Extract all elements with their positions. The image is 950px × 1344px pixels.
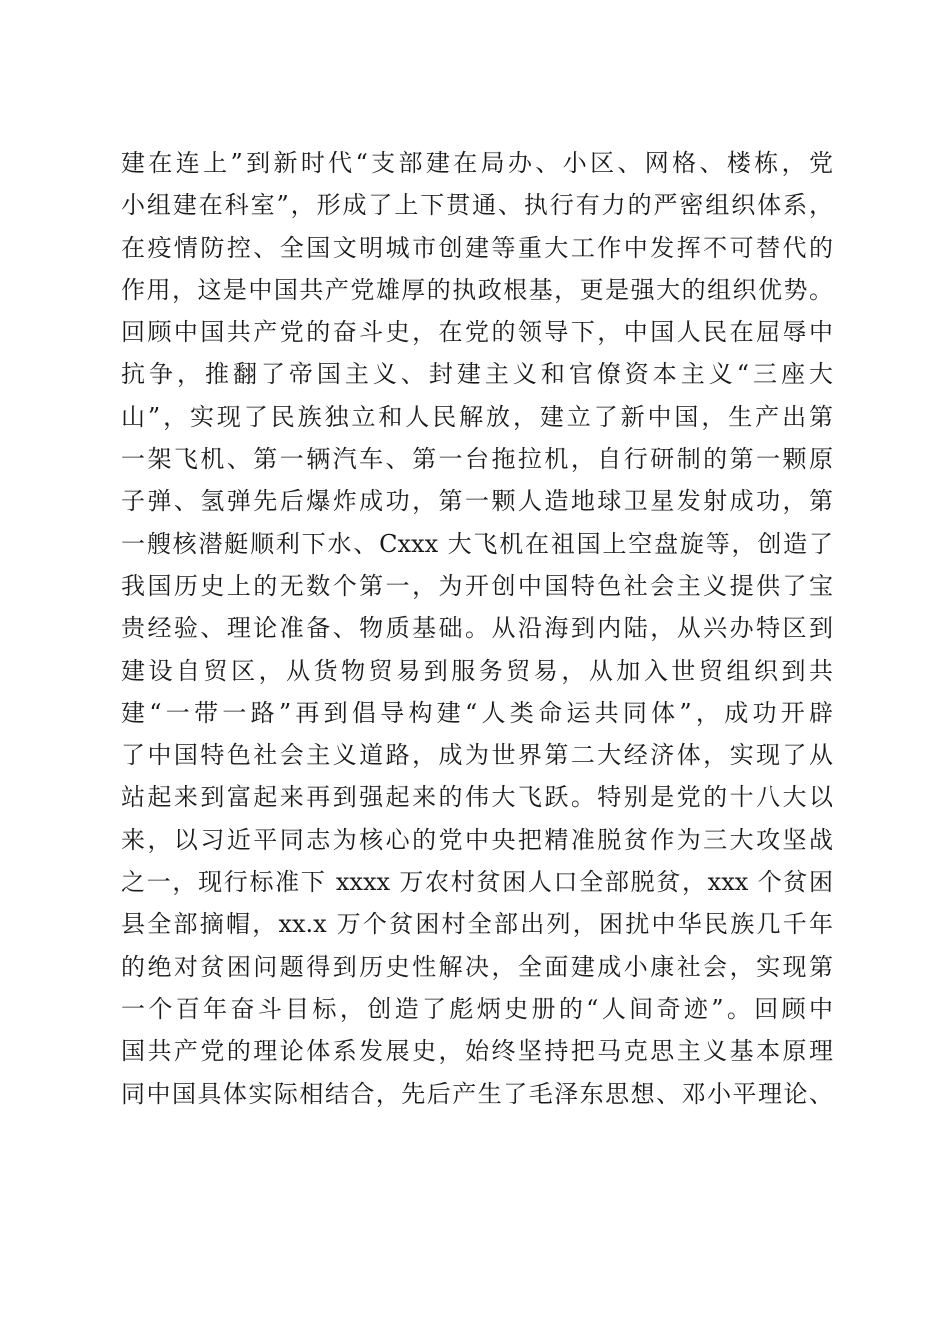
text-line: 山”，实现了民族独立和人民解放，建立了新中国，生产出第 bbox=[121, 402, 833, 431]
text-line: 贵经验、理论准备、物质基础。从沿海到内陆，从兴办特区到 bbox=[121, 614, 833, 643]
text-line: 我国历史上的无数个第一，为开创中国特色社会主义提供了宝 bbox=[121, 571, 833, 600]
text-line: 抗争，推翻了帝国主义、封建主义和官僚资本主义“三座大 bbox=[121, 360, 833, 389]
text-line: 小组建在科室”，形成了上下贯通、执行有力的严密组织体系， bbox=[121, 191, 833, 220]
text-line: 一个百年奋斗目标，创造了彪炳史册的“人间奇迹”。回顾中 bbox=[121, 994, 833, 1023]
text-line: 一艘核潜艇顺利下水、Cxxx 大飞机在祖国上空盘旋等，创造了 bbox=[121, 529, 833, 558]
text-line: 回顾中国共产党的奋斗史，在党的领导下，中国人民在屈辱中 bbox=[121, 318, 833, 347]
text-line: 建在连上”到新时代“支部建在局办、小区、网格、楼栋，党 bbox=[121, 149, 833, 177]
text-line: 一架飞机、第一辆汽车、第一台拖拉机，自行研制的第一颗原 bbox=[121, 445, 833, 474]
text-line: 县全部摘帽，xx.x 万个贫困村全部出列，困扰中华民族几千年 bbox=[121, 910, 833, 939]
text-line: 在疫情防控、全国文明城市创建等重大工作中发挥不可替代的 bbox=[121, 233, 833, 262]
text-line: 建设自贸区，从货物贸易到服务贸易，从加入世贸组织到共 bbox=[121, 656, 833, 685]
text-line: 作用，这是中国共产党雄厚的执政根基，更是强大的组织优势。 bbox=[121, 275, 833, 304]
text-line: 国共产党的理论体系发展史，始终坚持把马克思主义基本原理 bbox=[121, 1037, 833, 1066]
text-line: 建“一带一路”再到倡导构建“人类命运共同体”，成功开辟 bbox=[121, 698, 833, 727]
text-line: 之一，现行标准下 xxxx 万农村贫困人口全部脱贫，xxx 个贫困 bbox=[121, 868, 833, 897]
text-line: 子弹、氢弹先后爆炸成功，第一颗人造地球卫星发射成功，第 bbox=[121, 487, 833, 516]
text-line: 站起来到富起来再到强起来的伟大飞跃。特别是党的十八大以 bbox=[121, 783, 833, 812]
text-line: 的绝对贫困问题得到历史性解决，全面建成小康社会，实现第 bbox=[121, 952, 833, 981]
body-text bbox=[121, 142, 833, 1115]
text-line: 来，以习近平同志为核心的党中央把精准脱贫作为三大攻坚战 bbox=[121, 825, 833, 854]
text-line: 同中国具体实际相结合，先后产生了毛泽东思想、邓小平理论、 bbox=[121, 1079, 833, 1108]
text-line: 了中国特色社会主义道路，成为世界第二大经济体，实现了从 bbox=[121, 741, 833, 770]
